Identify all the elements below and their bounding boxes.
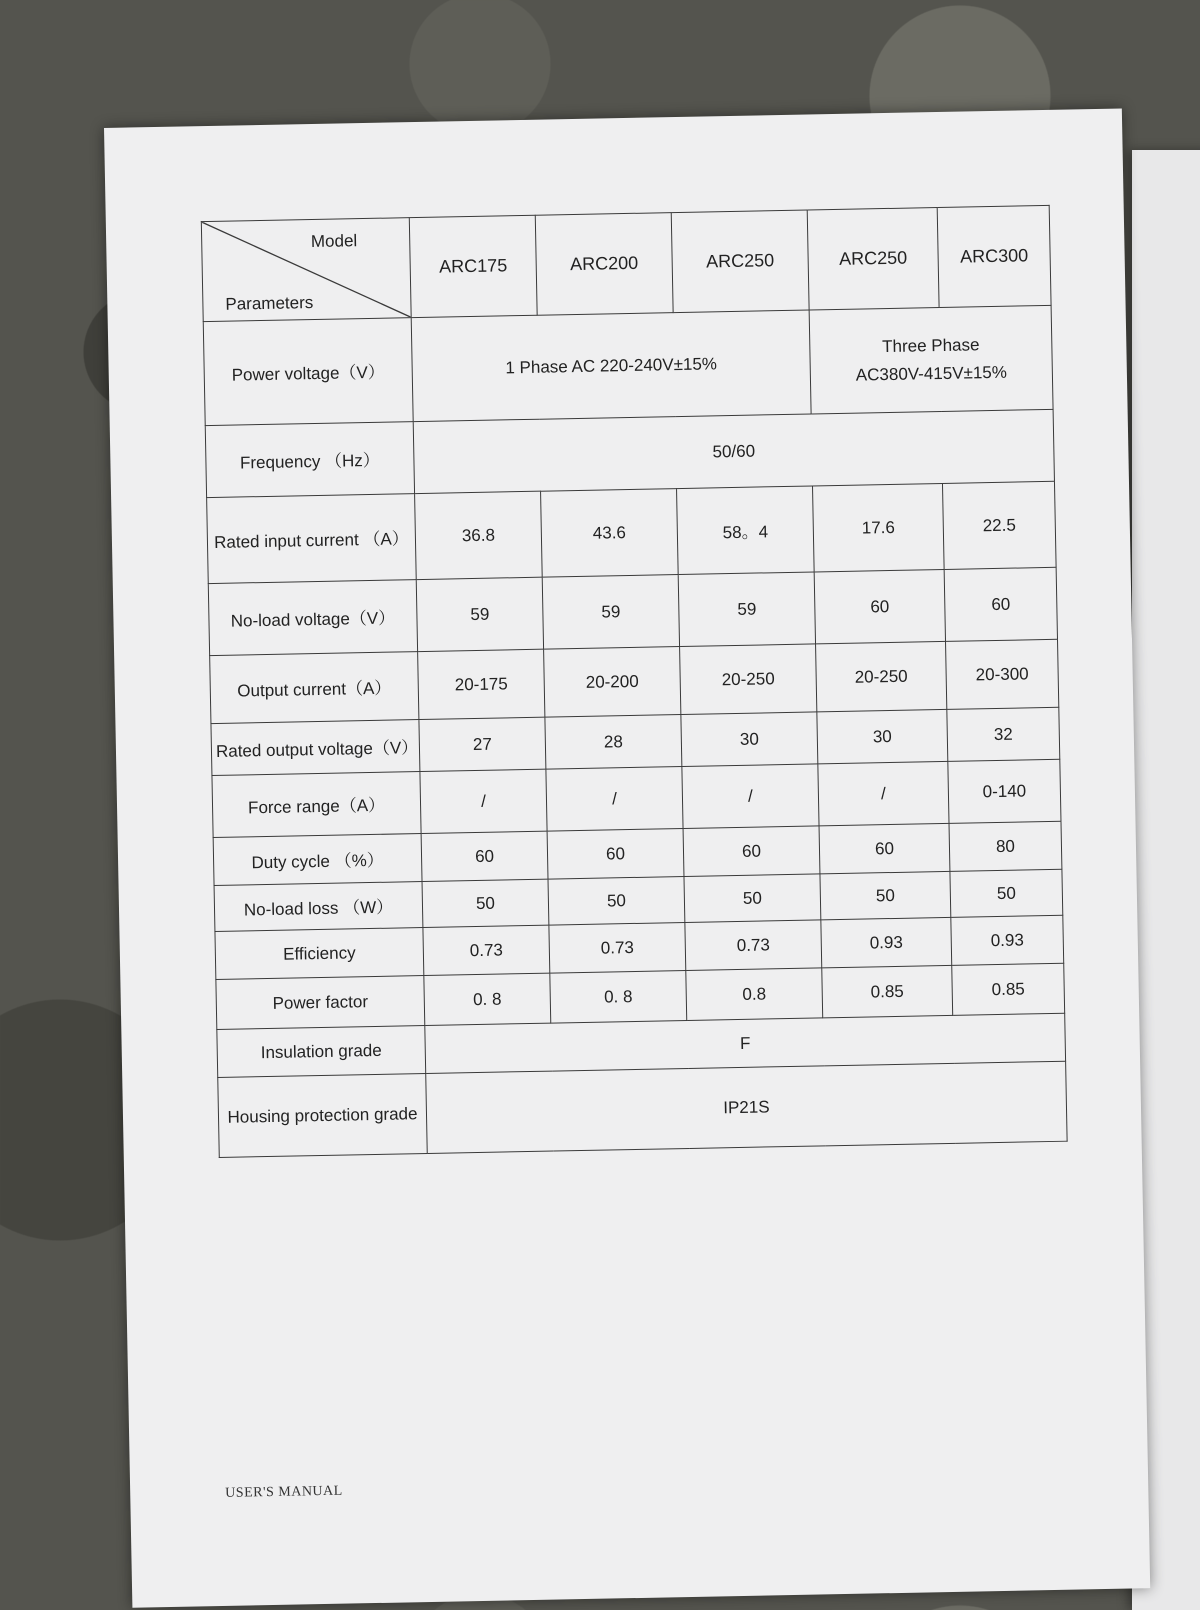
- model-header: ARC200: [535, 213, 673, 316]
- row-label: Rated input current （A）: [207, 494, 417, 584]
- value-cell: 0. 8: [550, 970, 687, 1023]
- value-cell: 58。4: [677, 486, 815, 575]
- value-cell: 20-200: [544, 647, 681, 718]
- technical-parameters-table: [201, 205, 1068, 1158]
- value-cell: 50: [820, 871, 951, 919]
- value-cell: 30: [817, 709, 948, 763]
- parameters-label: Parameters: [225, 293, 314, 314]
- three-phase-line-2: AC380V-415V±15%: [855, 362, 1008, 385]
- value-cell: 27: [419, 717, 546, 771]
- value-cell: 32: [947, 707, 1060, 761]
- value-cell: 60: [819, 823, 950, 873]
- row-label: No-load voltage（V）: [208, 580, 417, 656]
- value-cell: 0.8: [686, 968, 823, 1021]
- housing-protection-value: IP21S: [426, 1061, 1067, 1153]
- housing-protection-row: [218, 1061, 1067, 1157]
- value-cell: 0.93: [821, 917, 952, 967]
- row-label: Housing protection grade: [218, 1073, 427, 1157]
- value-cell: 20-300: [946, 639, 1059, 709]
- value-cell: 22.5: [942, 481, 1056, 569]
- value-cell: 0. 8: [424, 973, 551, 1025]
- value-cell: 0.85: [822, 965, 953, 1017]
- row-label: Power factor: [216, 976, 425, 1030]
- value-cell: /: [818, 761, 949, 825]
- row-label: Efficiency: [215, 928, 424, 980]
- value-cell: 0.93: [951, 915, 1064, 965]
- value-cell: 30: [681, 712, 818, 767]
- value-cell: 20-250: [816, 641, 947, 711]
- value-cell: 60: [421, 831, 548, 881]
- value-cell: 28: [545, 715, 682, 770]
- insulation-grade-value: F: [425, 1013, 1066, 1073]
- value-cell: 0-140: [948, 759, 1061, 823]
- value-cell: 0.73: [423, 925, 550, 975]
- header-row: [201, 205, 1051, 321]
- row-label: Power voltage（V）: [203, 318, 413, 426]
- three-phase-value: [809, 305, 1053, 414]
- value-cell: 50: [422, 879, 549, 927]
- model-header: ARC175: [409, 215, 537, 317]
- value-cell: 36.8: [415, 491, 543, 579]
- value-cell: 60: [814, 569, 945, 643]
- row-label: Duty cycle （%）: [213, 834, 422, 886]
- row-label: Force range（A）: [212, 772, 421, 838]
- header-corner-cell: [201, 218, 411, 322]
- value-cell: 0.73: [549, 922, 686, 973]
- value-cell: 80: [949, 821, 1062, 871]
- value-cell: 17.6: [813, 483, 945, 571]
- rated-input-current-row: [207, 481, 1056, 583]
- model-header: ARC250: [807, 208, 939, 310]
- row-label: No-load loss （W）: [214, 882, 423, 932]
- model-header: ARC300: [937, 205, 1051, 307]
- value-cell: /: [682, 764, 819, 829]
- value-cell: 60: [683, 826, 820, 877]
- value-cell: 50: [950, 869, 1063, 917]
- model-label: Model: [310, 231, 358, 252]
- three-phase-line-1: Three Phase: [881, 334, 980, 356]
- frequency-value: 50/60: [413, 409, 1054, 493]
- value-cell: 20-250: [680, 644, 817, 715]
- value-cell: 50: [684, 874, 821, 923]
- value-cell: 0.73: [685, 920, 822, 971]
- model-header: ARC250: [671, 210, 809, 313]
- value-cell: 59: [416, 577, 543, 651]
- row-label: Frequency （Hz）: [205, 422, 414, 498]
- power-voltage-row: [203, 305, 1053, 425]
- value-cell: /: [546, 767, 683, 832]
- value-cell: 60: [547, 829, 684, 880]
- manual-page: [104, 108, 1150, 1607]
- value-cell: 20-175: [418, 649, 545, 719]
- value-cell: 50: [548, 877, 685, 926]
- value-cell: 60: [944, 567, 1057, 641]
- row-label: Insulation grade: [217, 1026, 426, 1078]
- value-cell: 59: [678, 572, 815, 647]
- single-phase-value: 1 Phase AC 220-240V±15%: [411, 310, 811, 422]
- row-label: Output current（A）: [210, 652, 419, 724]
- value-cell: 59: [542, 575, 679, 650]
- value-cell: 0.85: [952, 963, 1065, 1015]
- value-cell: /: [420, 769, 547, 833]
- row-label: Rated output voltage（V）: [211, 720, 420, 776]
- footer-text: USER'S MANUAL: [225, 1483, 343, 1501]
- value-cell: 43.6: [541, 489, 679, 578]
